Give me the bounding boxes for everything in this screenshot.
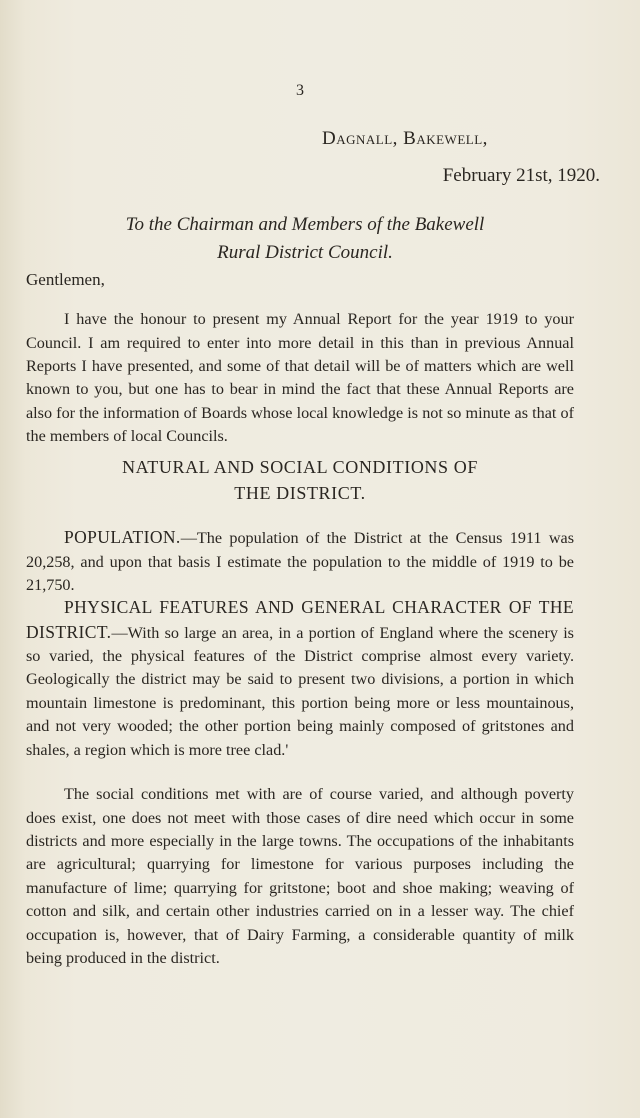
address-town: Bakewell bbox=[403, 128, 483, 149]
address-separator: , bbox=[392, 128, 404, 149]
section-heading-line-1: NATURAL AND SOCIAL CONDITIONS OF bbox=[122, 457, 478, 477]
population-text: —The population of the District at the Census 1911 was 20,258, and upon that basis I estimate the population to the middle of 1919 to be 21,750. bbox=[26, 529, 574, 594]
addressee-block bbox=[0, 211, 610, 267]
address-comma: , bbox=[482, 128, 488, 149]
social-conditions-paragraph: The social conditions met with are of course varied, and although poverty does exist, one does not meet with those cases of dire need which occur in some districts and more especially in the large towns. The occupations of the inhabitants are agricultural; quarrying for limestone for various purposes including the manufacture of lime; quarrying for gritstone; boot and shoe making; weaving of cotton and silk, and certain other industries carried on in a lesser way. The chief occupation is, however, that of Dairy Farming, a considerable quantity of milk being produced in the district. bbox=[26, 785, 574, 968]
section-heading bbox=[0, 454, 600, 506]
intro-paragraph: I have the honour to present my Annual Report for the year 1919 to your Council. I am required to enter into more detail in this than in previous Annual Reports I have presented, and some of that detail will be of matters which are well known to you, but one has to bear in mind the fact that these Annual Reports are also for the information of Boards whose local knowledge is not so minute as that of the members of local Councils. bbox=[26, 310, 574, 446]
physical-features-lead: PHYSICAL FEATURES AND GENERAL CHARACTER OF THE DISTRICT. bbox=[26, 597, 574, 642]
addressee-line-1: To the Chairman and Members of the Bakewell bbox=[125, 214, 485, 235]
section-heading-line-2: THE DISTRICT. bbox=[234, 483, 366, 503]
population-paragraph bbox=[26, 526, 574, 597]
page-number: 3 bbox=[296, 82, 304, 99]
addressee-line-2: Rural District Council. bbox=[217, 242, 393, 263]
sender-address bbox=[322, 128, 488, 150]
greeting: Gentlemen, bbox=[26, 270, 105, 289]
population-lead: POPULATION. bbox=[64, 527, 181, 548]
physical-features-paragraph bbox=[26, 596, 574, 762]
letter-date: February 21st, 1920. bbox=[442, 165, 600, 186]
address-place: Dagnall bbox=[322, 128, 393, 149]
physical-features-text: —With so large an area, in a portion of England where the scenery is so varied, the physical features of the District comprise almost every variety. Geologically the district may be said to present two divisions, a portion in which mountain limestone is predominant, this portion being more or less mountainous, and not very wooded; the other portion being mainly composed of gritstones and shales, a region which is more tree clad.' bbox=[26, 623, 574, 759]
